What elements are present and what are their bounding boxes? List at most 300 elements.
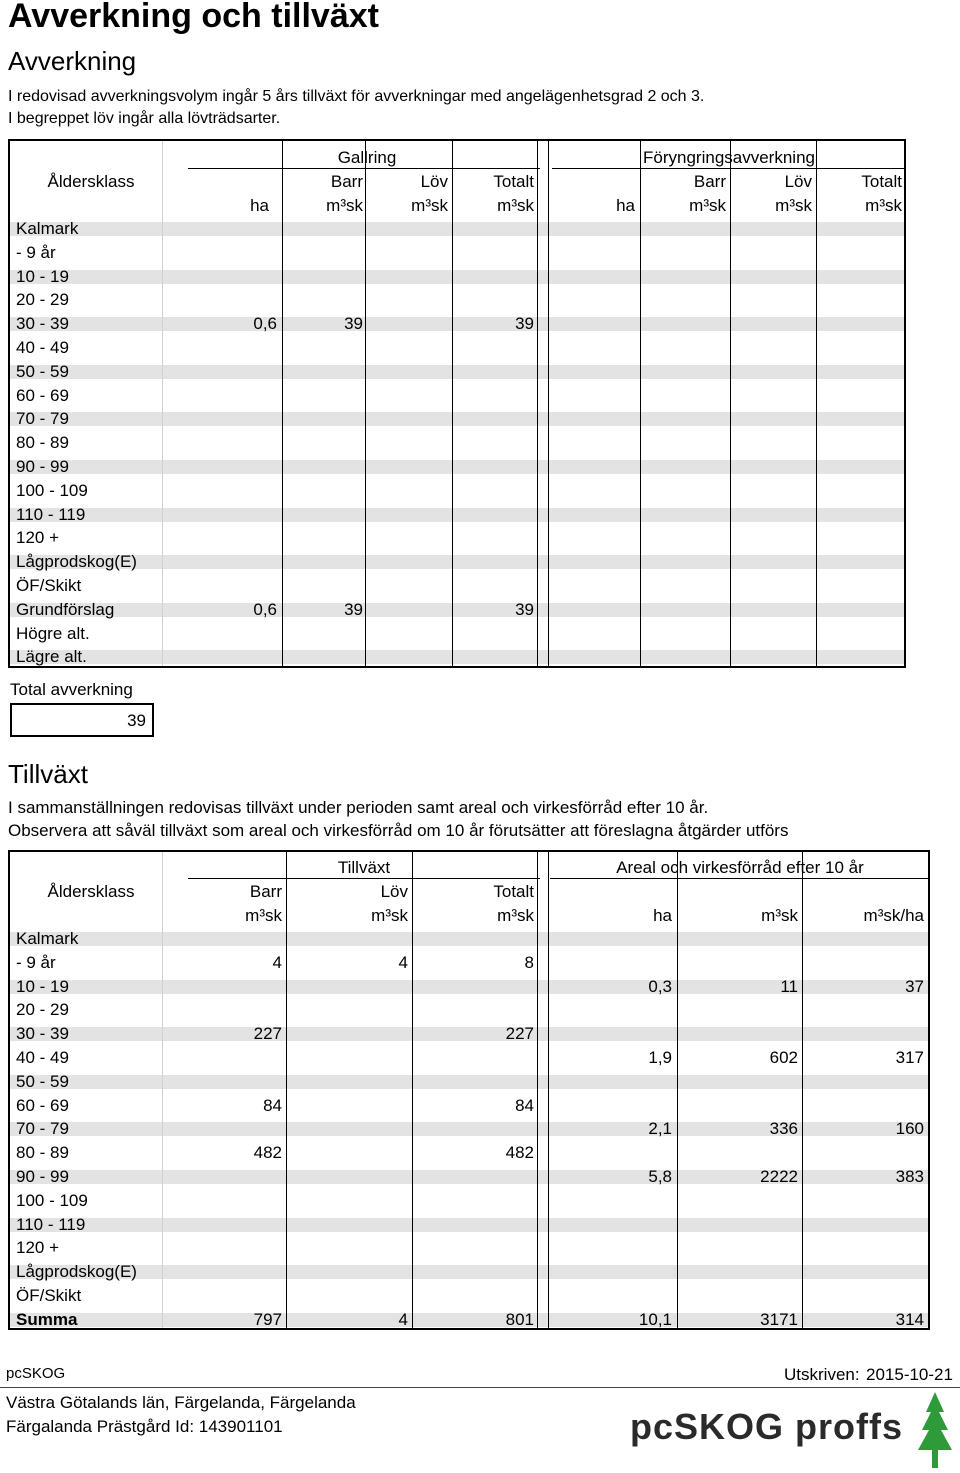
value-cell [738, 336, 812, 360]
avverkning-row [10, 479, 904, 503]
areal-group-header: Areal och virkesförråd efter 10 år [616, 858, 864, 877]
value-cell [650, 598, 726, 622]
value-cell: 5,8 [648, 1167, 672, 1186]
value-cell [700, 1022, 798, 1046]
value-cell [555, 217, 635, 241]
value-cell [376, 503, 448, 527]
t2-aldersklass-header: Åldersklass [47, 882, 135, 901]
value-cell [555, 479, 635, 503]
tillvaxt-row [10, 1236, 928, 1260]
row-label: ÖF/Skikt [16, 576, 82, 595]
value-cell [462, 288, 534, 312]
value-cell [376, 431, 448, 455]
value-cell: 39 [515, 314, 534, 334]
tillvaxt-row [10, 1070, 928, 1094]
total-avverkning-value: 39 [127, 711, 146, 730]
row-label: 40 - 49 [16, 1048, 69, 1067]
value-cell: 0,3 [648, 976, 672, 996]
value-cell [190, 360, 277, 384]
tillvaxt-row [10, 1046, 928, 1070]
value-cell [738, 550, 812, 574]
value-cell [650, 288, 726, 312]
value-cell [822, 622, 902, 646]
value-cell [555, 407, 635, 431]
row-label: 40 - 49 [16, 338, 69, 357]
tillvaxt-row [10, 998, 928, 1022]
tillvaxt-row [10, 1189, 928, 1213]
value-cell [700, 1260, 798, 1284]
value-cell [822, 1094, 924, 1118]
value-cell [738, 479, 812, 503]
value-cell: 10,1 [638, 1309, 672, 1329]
value-cell [462, 550, 534, 574]
value-cell: 39 [344, 599, 363, 619]
value-cell [190, 550, 277, 574]
value-cell [442, 1046, 534, 1070]
value-cell [650, 384, 726, 408]
gallring-header: Gallring [337, 148, 397, 167]
page-title: Avverkning och tillväxt [8, 0, 379, 35]
value-cell [700, 1213, 798, 1237]
value-cell [555, 384, 635, 408]
value-cell [822, 645, 902, 669]
value-cell [293, 622, 363, 646]
value-cell [822, 241, 902, 265]
value-cell [462, 407, 534, 431]
tillvaxt-row [10, 1213, 928, 1237]
value-cell [700, 1236, 798, 1260]
value-cell [316, 1022, 408, 1046]
value-cell [700, 1189, 798, 1213]
value-cell [376, 312, 448, 336]
tillvaxt-row [10, 1141, 928, 1165]
value-cell [570, 998, 672, 1022]
t2-barr-unit: m³sk [245, 906, 282, 925]
value-cell [462, 526, 534, 550]
value-cell [570, 1260, 672, 1284]
value-cell [376, 574, 448, 598]
value-cell [700, 1070, 798, 1094]
value-cell [555, 503, 635, 527]
row-label: 100 - 109 [16, 480, 88, 500]
value-cell [822, 384, 902, 408]
value-cell [442, 1189, 534, 1213]
value-cell [316, 1213, 408, 1237]
value-cell [190, 526, 277, 550]
value-cell [376, 407, 448, 431]
value-cell: 11 [780, 976, 798, 996]
value-cell [316, 1165, 408, 1189]
value-cell [190, 1117, 282, 1141]
t2-totalt-header: Totalt [493, 882, 534, 901]
value-cell [190, 407, 277, 431]
value-cell: 4 [398, 1309, 408, 1329]
value-cell [293, 550, 363, 574]
t2-totalt-unit: m³sk [497, 906, 534, 925]
value-cell: 84 [263, 1095, 282, 1115]
avverkning-row [10, 384, 904, 408]
value-cell [462, 645, 534, 669]
row-label: 100 - 109 [16, 1190, 88, 1210]
avverkning-row [10, 526, 904, 550]
value-cell [376, 622, 448, 646]
value-cell: 37 [905, 976, 924, 996]
gallring-lov-header: Löv [420, 172, 448, 191]
value-cell [650, 265, 726, 289]
value-cell [190, 927, 282, 951]
value-cell [650, 622, 726, 646]
t2-mskha-header: m³sk/ha [863, 906, 924, 925]
t2-msk-header: m³sk [761, 906, 798, 925]
value-cell [190, 288, 277, 312]
value-cell [822, 1189, 924, 1213]
value-cell: 2222 [760, 1167, 798, 1186]
value-cell [822, 217, 902, 241]
value-cell [190, 431, 277, 455]
foryngring-lov-header: Löv [784, 172, 812, 191]
value-cell [822, 1213, 924, 1237]
value-cell [555, 431, 635, 455]
row-label: Lågprodskog(E) [16, 1262, 137, 1282]
value-cell [555, 526, 635, 550]
value-cell [190, 1070, 282, 1094]
value-cell [738, 265, 812, 289]
value-cell [822, 479, 902, 503]
value-cell [293, 431, 363, 455]
value-cell [700, 927, 798, 951]
value-cell [316, 1070, 408, 1094]
row-label: 90 - 99 [16, 1167, 69, 1186]
value-cell [822, 1260, 924, 1284]
row-label: Kalmark [16, 219, 79, 238]
row-label: Summa [16, 1309, 78, 1329]
value-cell [822, 998, 924, 1022]
value-cell [376, 217, 448, 241]
value-cell: 317 [895, 1048, 924, 1067]
row-label: 20 - 29 [16, 1000, 69, 1020]
footer-location: Västra Götalands län, Färgelanda, Färgelanda [6, 1393, 356, 1412]
value-cell: 227 [505, 1024, 534, 1044]
value-cell [442, 927, 534, 951]
value-cell [700, 998, 798, 1022]
value-cell: 84 [515, 1095, 534, 1115]
value-cell [650, 217, 726, 241]
value-cell: 227 [253, 1024, 282, 1044]
value-cell: 383 [895, 1167, 924, 1186]
value-cell [822, 526, 902, 550]
tillvaxt-row [10, 975, 928, 999]
avverkning-row [10, 431, 904, 455]
avverkning-row [10, 241, 904, 265]
value-cell [650, 407, 726, 431]
value-cell [822, 265, 902, 289]
row-label: 80 - 89 [16, 433, 69, 453]
value-cell [462, 622, 534, 646]
t2-barr-header: Barr [249, 882, 282, 901]
value-cell [316, 927, 408, 951]
value-cell [293, 217, 363, 241]
total-avverkning-box [10, 703, 154, 737]
value-cell [570, 951, 672, 975]
value-cell [190, 479, 277, 503]
value-cell [555, 336, 635, 360]
t2-ha-header: ha [653, 906, 672, 925]
value-cell [570, 1189, 672, 1213]
row-label: 120 + [16, 528, 60, 548]
value-cell [822, 336, 902, 360]
row-label: 10 - 19 [16, 976, 69, 996]
tillvaxt-heading: Tillväxt [8, 759, 88, 789]
value-cell [650, 574, 726, 598]
value-cell [650, 360, 726, 384]
value-cell [555, 265, 635, 289]
value-cell [316, 1046, 408, 1070]
value-cell [822, 431, 902, 455]
row-label: 120 + [16, 1238, 60, 1258]
value-cell [190, 455, 277, 479]
value-cell [442, 1236, 534, 1260]
value-cell [650, 645, 726, 669]
avverkning-note-2: I begreppet löv ingår alla lövträdsarter. [8, 110, 281, 127]
gallring-totalt-unit: m³sk [497, 196, 534, 215]
row-label: - 9 år [16, 242, 56, 262]
row-label: Lägre alt. [16, 647, 87, 667]
value-cell [822, 312, 902, 336]
value-cell [738, 574, 812, 598]
printed-label: Utskriven: [784, 1365, 860, 1384]
value-cell [462, 503, 534, 527]
value-cell [293, 360, 363, 384]
value-cell [376, 598, 448, 622]
value-cell [376, 360, 448, 384]
value-cell [462, 574, 534, 598]
value-cell [822, 951, 924, 975]
value-cell [293, 503, 363, 527]
value-cell [650, 241, 726, 265]
gallring-barr-unit: m³sk [326, 196, 363, 215]
value-cell [442, 1165, 534, 1189]
value-cell [570, 927, 672, 951]
value-cell [442, 1213, 534, 1237]
value-cell [442, 1117, 534, 1141]
value-cell [376, 241, 448, 265]
row-label: - 9 år [16, 952, 56, 972]
avverkning-row [10, 312, 904, 336]
value-cell [376, 550, 448, 574]
row-label: Kalmark [16, 929, 79, 948]
value-cell: 336 [769, 1119, 798, 1139]
gallring-lov-unit: m³sk [411, 196, 448, 215]
value-cell [293, 407, 363, 431]
value-cell [316, 975, 408, 999]
value-cell: 1,9 [648, 1048, 672, 1067]
value-cell [190, 1165, 282, 1189]
value-cell [190, 1213, 282, 1237]
row-label: ÖF/Skikt [16, 1286, 82, 1305]
foryngring-totalt-unit: m³sk [865, 196, 902, 215]
value-cell: 8 [524, 952, 534, 972]
value-cell [738, 431, 812, 455]
value-cell [190, 336, 277, 360]
total-avverkning-label: Total avverkning [10, 680, 133, 699]
value-cell [316, 1189, 408, 1213]
value-cell [700, 951, 798, 975]
value-cell [738, 407, 812, 431]
value-cell: 314 [895, 1309, 924, 1329]
value-cell [376, 455, 448, 479]
tree-logo-icon [914, 1390, 956, 1470]
value-cell [190, 998, 282, 1022]
avverkning-table [8, 139, 906, 668]
value-cell [570, 1094, 672, 1118]
value-cell [822, 574, 902, 598]
value-cell [822, 1141, 924, 1165]
value-cell [570, 1213, 672, 1237]
value-cell [316, 1260, 408, 1284]
value-cell [555, 645, 635, 669]
row-label: 50 - 59 [16, 1071, 69, 1091]
value-cell: 801 [505, 1309, 534, 1329]
value-cell [555, 360, 635, 384]
tillvaxt-group-header: Tillväxt [337, 858, 391, 877]
value-cell [555, 598, 635, 622]
value-cell [822, 550, 902, 574]
value-cell [316, 1284, 408, 1308]
row-label: 60 - 69 [16, 1095, 69, 1115]
value-cell: 39 [344, 314, 363, 334]
value-cell [293, 265, 363, 289]
value-cell: 2,1 [648, 1119, 672, 1139]
value-cell: 602 [769, 1048, 798, 1067]
gallring-barr-header: Barr [330, 172, 363, 191]
value-cell [190, 574, 277, 598]
aldersklass-header: Åldersklass [47, 172, 135, 191]
value-cell [293, 574, 363, 598]
foryngring-ha-header: ha [616, 196, 635, 215]
avverkning-heading: Avverkning [8, 46, 137, 76]
value-cell [190, 1189, 282, 1213]
tillvaxt-row [10, 927, 928, 951]
row-label: 50 - 59 [16, 361, 69, 381]
value-cell [570, 1236, 672, 1260]
value-cell [570, 1284, 672, 1308]
value-cell [293, 645, 363, 669]
value-cell [293, 479, 363, 503]
tillvaxt-row [10, 1022, 928, 1046]
value-cell [190, 241, 277, 265]
foryngring-totalt-header: Totalt [861, 172, 902, 191]
row-label: 80 - 89 [16, 1143, 69, 1163]
value-cell [462, 455, 534, 479]
value-cell [738, 598, 812, 622]
foryngring-barr-header: Barr [693, 172, 726, 191]
tillvaxt-row [10, 1094, 928, 1118]
value-cell [316, 1094, 408, 1118]
avverkning-note-1: I redovisad avverkningsvolym ingår 5 års tillväxt för avverkningar med angelägenhetsgrad 2 och 3. [8, 88, 705, 105]
row-label: 10 - 19 [16, 266, 69, 286]
tillvaxt-row [10, 1260, 928, 1284]
value-cell [293, 455, 363, 479]
row-label: 110 - 119 [16, 504, 86, 524]
gallring-totalt-header: Totalt [493, 172, 534, 191]
value-cell: 0,6 [253, 599, 277, 619]
row-label: 30 - 39 [16, 314, 69, 334]
avverkning-row [10, 598, 904, 622]
value-cell [822, 1022, 924, 1046]
value-cell [738, 526, 812, 550]
value-cell [190, 645, 277, 669]
tillvaxt-table [8, 850, 930, 1330]
value-cell [190, 1046, 282, 1070]
value-cell [822, 288, 902, 312]
value-cell [293, 241, 363, 265]
value-cell [738, 645, 812, 669]
value-cell [462, 360, 534, 384]
value-cell [376, 288, 448, 312]
value-cell [462, 384, 534, 408]
avverkning-row [10, 455, 904, 479]
value-cell [293, 288, 363, 312]
value-cell [822, 927, 924, 951]
row-label: 20 - 29 [16, 290, 69, 310]
footer-property: Färgalanda Prästgård Id: 143901101 [6, 1417, 283, 1436]
value-cell [822, 598, 902, 622]
value-cell [738, 288, 812, 312]
value-cell [650, 526, 726, 550]
value-cell [190, 1260, 282, 1284]
value-cell: 482 [505, 1143, 534, 1163]
value-cell: 3171 [760, 1309, 798, 1329]
value-cell [650, 312, 726, 336]
row-label: 70 - 79 [16, 1119, 69, 1139]
value-cell [555, 241, 635, 265]
row-label: Grundförslag [16, 599, 115, 619]
row-label: Högre alt. [16, 623, 90, 643]
tillvaxt-row [10, 1117, 928, 1141]
value-cell [376, 384, 448, 408]
foryngring-barr-unit: m³sk [689, 196, 726, 215]
value-cell [442, 1284, 534, 1308]
value-cell [442, 975, 534, 999]
value-cell [190, 217, 277, 241]
value-cell: 0,6 [253, 314, 277, 334]
value-cell [293, 526, 363, 550]
value-cell [190, 265, 277, 289]
row-label: Lågprodskog(E) [16, 552, 137, 572]
value-cell [738, 384, 812, 408]
avverkning-row [10, 574, 904, 598]
value-cell [555, 622, 635, 646]
pcskog-logo: pcSKOG proffs [630, 1406, 904, 1447]
value-cell [570, 1141, 672, 1165]
tillvaxt-note-2: Observera att såväl tillväxt som areal och virkesförråd om 10 år förutsätter att föreslagna åtgärder utförs [8, 821, 789, 840]
printed-date: 2015-10-21 [866, 1365, 953, 1384]
value-cell: 482 [253, 1143, 282, 1163]
value-cell [190, 975, 282, 999]
value-cell [462, 479, 534, 503]
value-cell [738, 622, 812, 646]
value-cell [555, 455, 635, 479]
avverkning-row [10, 360, 904, 384]
row-label: 60 - 69 [16, 385, 69, 405]
value-cell [650, 336, 726, 360]
value-cell: 160 [895, 1119, 924, 1139]
value-cell [738, 312, 812, 336]
value-cell [700, 1094, 798, 1118]
value-cell [822, 455, 902, 479]
value-cell [442, 998, 534, 1022]
value-cell [316, 1141, 408, 1165]
